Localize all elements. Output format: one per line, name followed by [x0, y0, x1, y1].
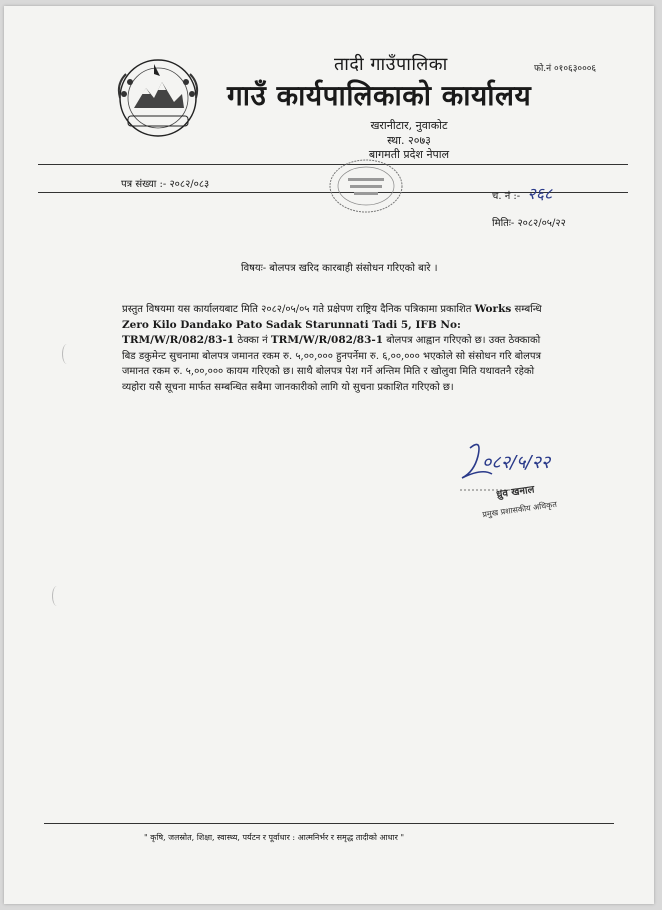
office-name: गाउँ कार्यपालिकाको कार्यालय: [227, 79, 532, 112]
body-text-part: ठेक्का नं: [234, 335, 271, 346]
signature-block: [452, 438, 622, 538]
body-text-part: बोलपत्र आह्वान गरिएको छ। उक्त ठेक्काको बिड डकुमेन्ट सुचनामा बोलपत्र जमानत रकम रु. ५,००,००० हुनपर्नेमा रु. ६,००,००० भएकोले सो संसोधन गरि बोलपत्र जमानत रकम रु. ५,००,००० कायम गरिएको छ। साथै बोलपत्र पेश गर्ने अन्तिम मिति र खोलुवा मिति यथावतनै रहेको व्यहोरा यसै सूचना मार्फत सम्बन्धित सबैमा जानकारीको लागि यो सुचना प्रकाशित गरिएको छ।: [122, 335, 542, 393]
body-text-part: प्रस्तुत विषयमा यस कार्यालयबाट मिति २०८२/०५/०५ गते प्रक्षेपण राष्ट्रिय दैनिक पत्रिकामा प्रकाशित: [122, 304, 475, 315]
signatory-title: प्रमुख प्रशासकीय अधिकृत: [481, 499, 558, 520]
nepal-emblem-logo: [108, 54, 208, 140]
office-stamp: [326, 156, 406, 218]
footer-divider: [44, 823, 614, 824]
address-line-2: स्था. २०७३: [387, 134, 431, 147]
dispatch-number-handwritten: २६८: [527, 184, 553, 203]
letter-date: मितिः- २०८२/०५/२२: [492, 218, 566, 229]
municipality-name: तादी गाउँपालिका: [334, 54, 448, 75]
signatory-name: ध्रुव खनाल: [495, 484, 536, 501]
letter-number: पत्र संख्या :- २०८२/०८३: [121, 179, 210, 190]
body-bold-part: Works: [474, 303, 512, 315]
letter-body: [122, 302, 554, 395]
dispatch-number: [492, 182, 552, 204]
punch-hole-mark: [52, 586, 62, 606]
dispatch-label: च. नं :-: [492, 191, 521, 202]
punch-hole-mark: [62, 344, 72, 364]
subject-line: विषयः- बोलपत्र खरिद कारबाही संसोधन गरिएको बारे ।: [241, 263, 438, 274]
footer-slogan: " कृषि, जलस्रोत, शिक्षा, स्वास्थ्य, पर्यटन र पूर्वाधार : आत्मनिर्भर र समृद्ध तादीको आधार ": [144, 833, 405, 842]
phone-number: फो.नं ०१०६३०००६: [534, 64, 597, 74]
address-line-1: खरानीटार, नुवाकोट: [370, 119, 448, 132]
signature-date: ०८२/५/२२: [482, 452, 551, 473]
body-bold-part: TRM/W/R/082/83-1: [270, 334, 384, 346]
body-bold-part: Zero Kilo Dandako Pato Sadak Starunnati Tadi 5, IFB No: TRM/W/R/082/83-1: [122, 318, 461, 346]
letter-page: [4, 6, 654, 904]
address-line-3: बागमती प्रदेश नेपाल: [368, 148, 450, 161]
body-text-part: सम्बन्धि: [511, 304, 542, 315]
